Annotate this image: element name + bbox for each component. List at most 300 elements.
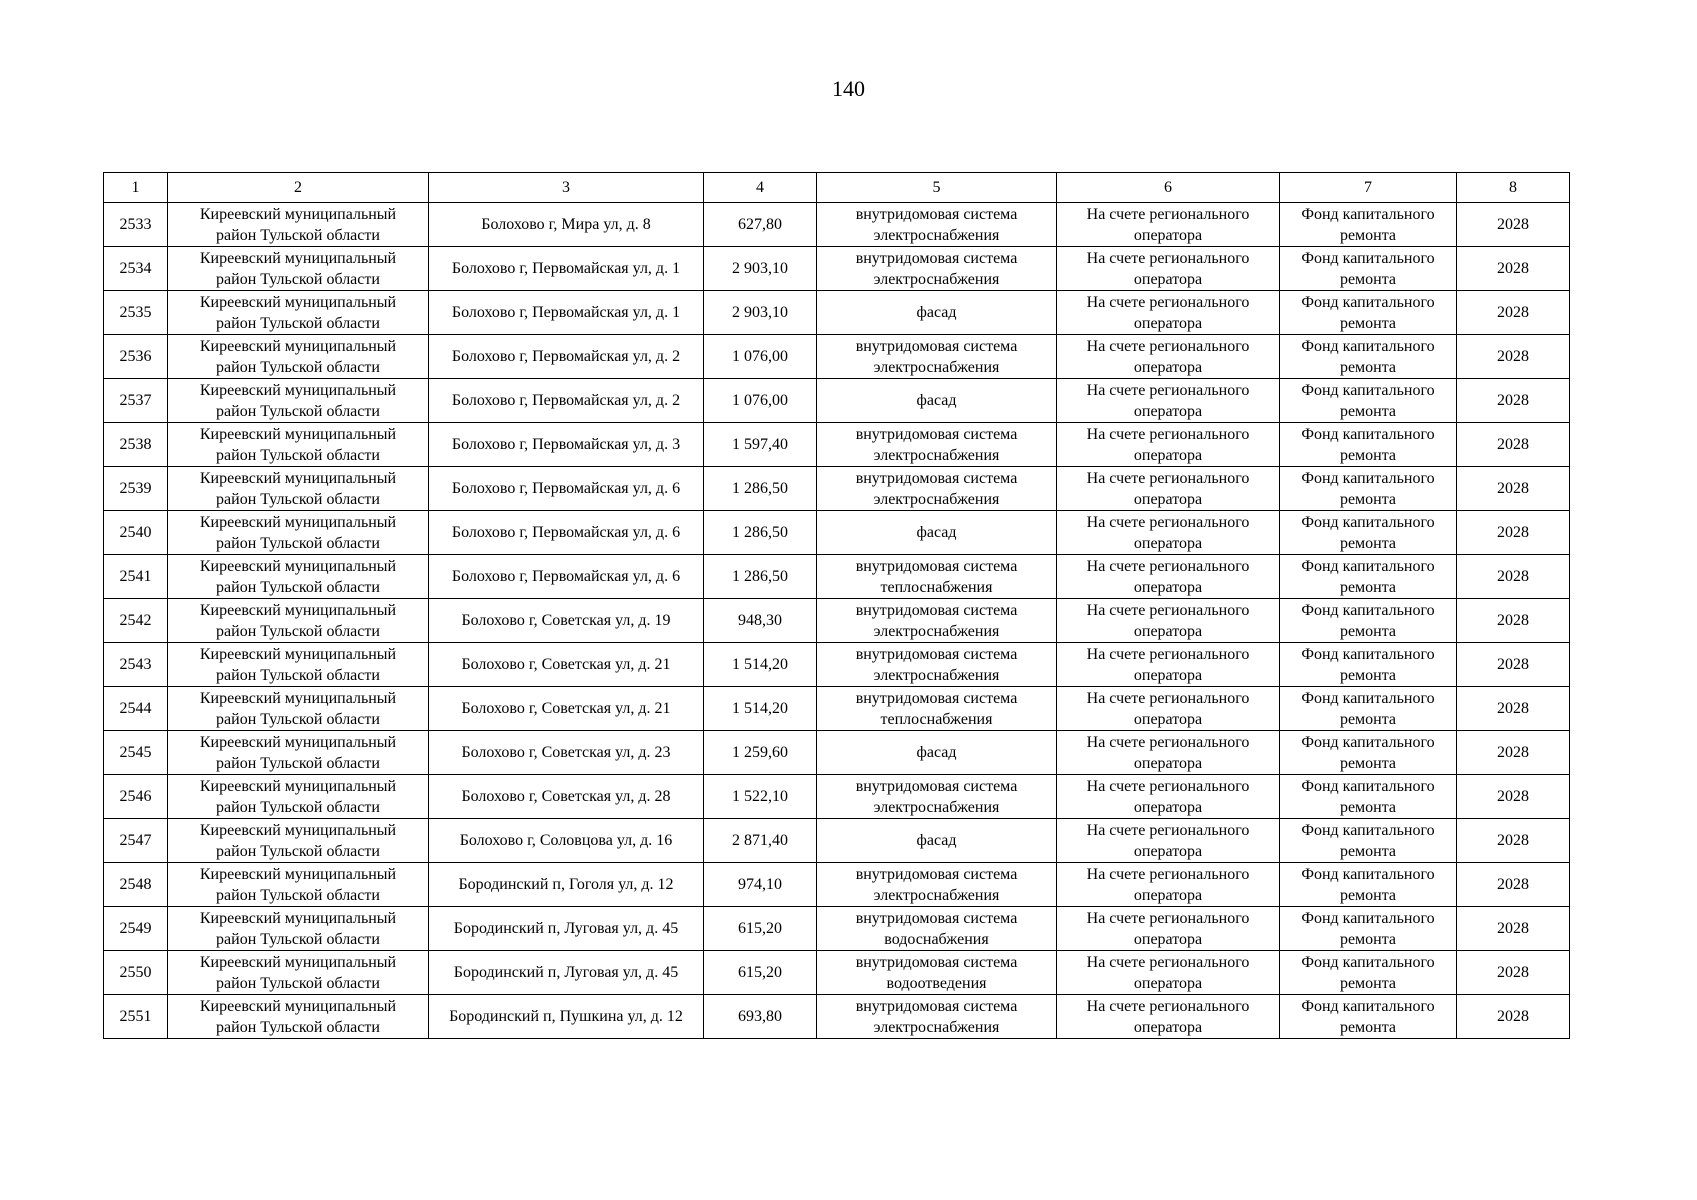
- work-type-cell-line: внутридомовая система: [855, 557, 1018, 575]
- account-cell-line: На счете регионального: [1086, 249, 1250, 267]
- funding-source-cell: [1280, 203, 1457, 247]
- work-type-cell: [817, 247, 1057, 291]
- account-cell-line: оператора: [1133, 710, 1203, 728]
- row-number-cell: 2546: [104, 775, 168, 819]
- account-cell: [1057, 247, 1280, 291]
- funding-source-cell-line: Фонд капитального: [1301, 689, 1435, 707]
- district-cell-line: район Тульской области: [216, 490, 380, 508]
- row-number-cell: 2533: [104, 203, 168, 247]
- account-cell: [1057, 511, 1280, 555]
- funding-source-cell: [1280, 775, 1457, 819]
- district-cell-line: район Тульской области: [216, 930, 380, 948]
- account-cell-line: оператора: [1133, 754, 1203, 772]
- table-row: [104, 555, 1570, 599]
- area-cell: 948,30: [704, 599, 817, 643]
- address-cell: Болохово г, Соловцова ул, д. 16: [429, 819, 704, 863]
- work-type-cell: [817, 599, 1057, 643]
- district-cell-line: Киреевский муниципальный: [199, 821, 397, 839]
- district-cell: [168, 687, 429, 731]
- account-cell-line: На счете регионального: [1086, 821, 1250, 839]
- year-cell: 2028: [1457, 951, 1570, 995]
- area-cell: 627,80: [704, 203, 817, 247]
- funding-source-cell-line: Фонд капитального: [1301, 997, 1435, 1015]
- district-cell-line: район Тульской области: [216, 1018, 380, 1036]
- account-cell-line: оператора: [1133, 446, 1203, 464]
- row-number-cell: 2540: [104, 511, 168, 555]
- funding-source-cell-line: ремонта: [1339, 270, 1397, 288]
- district-cell-line: Киреевский муниципальный: [199, 645, 397, 663]
- district-cell-line: район Тульской области: [216, 754, 380, 772]
- account-cell-line: На счете регионального: [1086, 953, 1250, 971]
- work-type-cell-line: внутридомовая система: [855, 689, 1018, 707]
- funding-source-cell: [1280, 907, 1457, 951]
- header-cell: 3: [429, 173, 704, 203]
- district-cell: [168, 863, 429, 907]
- funding-source-cell-line: ремонта: [1339, 578, 1397, 596]
- account-cell-line: На счете регионального: [1086, 645, 1250, 663]
- district-cell: [168, 467, 429, 511]
- account-cell: [1057, 775, 1280, 819]
- account-cell: [1057, 467, 1280, 511]
- district-cell-line: район Тульской области: [216, 358, 380, 376]
- district-cell-line: Киреевский муниципальный: [199, 293, 397, 311]
- work-type-cell-line: электроснабжения: [873, 446, 1000, 464]
- capital-repair-table: [103, 172, 1570, 1039]
- funding-source-cell-line: ремонта: [1339, 402, 1397, 420]
- district-cell: [168, 247, 429, 291]
- account-cell-line: оператора: [1133, 886, 1203, 904]
- funding-source-cell-line: ремонта: [1339, 1018, 1397, 1036]
- address-cell: Болохово г, Советская ул, д. 23: [429, 731, 704, 775]
- address-cell: Болохово г, Советская ул, д. 28: [429, 775, 704, 819]
- account-cell: [1057, 863, 1280, 907]
- district-cell-line: Киреевский муниципальный: [199, 601, 397, 619]
- account-cell-line: На счете регионального: [1086, 337, 1250, 355]
- district-cell-line: район Тульской области: [216, 710, 380, 728]
- header-cell: 8: [1457, 173, 1570, 203]
- address-cell: Бородинский п, Пушкина ул, д. 12: [429, 995, 704, 1039]
- work-type-cell-line: электроснабжения: [873, 1018, 1000, 1036]
- work-type-cell-line: внутридомовая система: [855, 205, 1018, 223]
- year-cell: 2028: [1457, 731, 1570, 775]
- account-cell: [1057, 819, 1280, 863]
- account-cell-line: оператора: [1133, 314, 1203, 332]
- district-cell-line: район Тульской области: [216, 314, 380, 332]
- address-cell: Болохово г, Мира ул, д. 8: [429, 203, 704, 247]
- funding-source-cell-line: ремонта: [1339, 842, 1397, 860]
- work-type-cell-line: теплоснабжения: [880, 578, 993, 596]
- work-type-cell: [817, 995, 1057, 1039]
- table-row: [104, 995, 1570, 1039]
- account-cell-line: На счете регионального: [1086, 865, 1250, 883]
- area-cell: 1 514,20: [704, 643, 817, 687]
- district-cell-line: Киреевский муниципальный: [199, 953, 397, 971]
- table-row: [104, 291, 1570, 335]
- funding-source-cell-line: Фонд капитального: [1301, 865, 1435, 883]
- account-cell-line: На счете регионального: [1086, 689, 1250, 707]
- account-cell-line: На счете регионального: [1086, 381, 1250, 399]
- account-cell: [1057, 995, 1280, 1039]
- table-body: [104, 173, 1570, 1039]
- table-row: [104, 599, 1570, 643]
- work-type-cell-line: водоотведения: [886, 974, 987, 992]
- district-cell: [168, 995, 429, 1039]
- work-type-cell-line: электроснабжения: [873, 270, 1000, 288]
- funding-source-cell: [1280, 335, 1457, 379]
- header-cell: 7: [1280, 173, 1457, 203]
- district-cell-line: Киреевский муниципальный: [199, 777, 397, 795]
- row-number-cell: 2547: [104, 819, 168, 863]
- year-cell: 2028: [1457, 775, 1570, 819]
- funding-source-cell-line: Фонд капитального: [1301, 425, 1435, 443]
- table-row: [104, 335, 1570, 379]
- district-cell: [168, 379, 429, 423]
- account-cell: [1057, 951, 1280, 995]
- district-cell-line: район Тульской области: [216, 446, 380, 464]
- funding-source-cell-line: ремонта: [1339, 798, 1397, 816]
- table-row: [104, 467, 1570, 511]
- funding-source-cell: [1280, 995, 1457, 1039]
- funding-source-cell: [1280, 731, 1457, 775]
- district-cell-line: район Тульской области: [216, 270, 380, 288]
- funding-source-cell-line: Фонд капитального: [1301, 777, 1435, 795]
- district-cell-line: Киреевский муниципальный: [199, 557, 397, 575]
- address-cell: Болохово г, Первомайская ул, д. 2: [429, 335, 704, 379]
- funding-source-cell: [1280, 555, 1457, 599]
- funding-source-cell-line: ремонта: [1339, 710, 1397, 728]
- district-cell-line: район Тульской области: [216, 842, 380, 860]
- funding-source-cell-line: ремонта: [1339, 886, 1397, 904]
- address-cell: Болохово г, Первомайская ул, д. 2: [429, 379, 704, 423]
- account-cell-line: оператора: [1133, 270, 1203, 288]
- district-cell-line: район Тульской области: [216, 974, 380, 992]
- address-cell: Бородинский п, Гоголя ул, д. 12: [429, 863, 704, 907]
- district-cell-line: Киреевский муниципальный: [199, 733, 397, 751]
- table-row: [104, 775, 1570, 819]
- row-number-cell: 2536: [104, 335, 168, 379]
- district-cell: [168, 599, 429, 643]
- funding-source-cell-line: ремонта: [1339, 666, 1397, 684]
- funding-source-cell-line: ремонта: [1339, 534, 1397, 552]
- funding-source-cell: [1280, 819, 1457, 863]
- year-cell: 2028: [1457, 423, 1570, 467]
- funding-source-cell: [1280, 247, 1457, 291]
- account-cell-line: оператора: [1133, 666, 1203, 684]
- row-number-cell: 2551: [104, 995, 168, 1039]
- funding-source-cell: [1280, 599, 1457, 643]
- year-cell: 2028: [1457, 335, 1570, 379]
- funding-source-cell-line: ремонта: [1339, 358, 1397, 376]
- funding-source-cell-line: Фонд капитального: [1301, 513, 1435, 531]
- account-cell-line: На счете регионального: [1086, 557, 1250, 575]
- funding-source-cell-line: Фонд капитального: [1301, 953, 1435, 971]
- row-number-cell: 2544: [104, 687, 168, 731]
- area-cell: 1 286,50: [704, 555, 817, 599]
- row-number-cell: 2545: [104, 731, 168, 775]
- district-cell: [168, 951, 429, 995]
- area-cell: 2 903,10: [704, 291, 817, 335]
- district-cell-line: район Тульской области: [216, 798, 380, 816]
- work-type-cell-line: фасад: [916, 304, 957, 321]
- address-cell: Болохово г, Советская ул, д. 21: [429, 643, 704, 687]
- funding-source-cell-line: Фонд капитального: [1301, 645, 1435, 663]
- funding-source-cell-line: ремонта: [1339, 490, 1397, 508]
- work-type-cell-line: фасад: [916, 524, 957, 541]
- area-cell: 1 286,50: [704, 467, 817, 511]
- area-cell: 1 522,10: [704, 775, 817, 819]
- funding-source-cell-line: ремонта: [1339, 930, 1397, 948]
- district-cell-line: Киреевский муниципальный: [199, 909, 397, 927]
- work-type-cell: [817, 819, 1057, 863]
- district-cell: [168, 819, 429, 863]
- funding-source-cell-line: Фонд капитального: [1301, 909, 1435, 927]
- work-type-cell: [817, 863, 1057, 907]
- work-type-cell: [817, 423, 1057, 467]
- work-type-cell-line: электроснабжения: [873, 226, 1000, 244]
- work-type-cell-line: внутридомовая система: [855, 249, 1018, 267]
- year-cell: 2028: [1457, 995, 1570, 1039]
- work-type-cell-line: внутридомовая система: [855, 337, 1018, 355]
- work-type-cell: [817, 555, 1057, 599]
- account-cell-line: На счете регионального: [1086, 425, 1250, 443]
- work-type-cell: [817, 467, 1057, 511]
- account-cell: [1057, 687, 1280, 731]
- row-number-cell: 2537: [104, 379, 168, 423]
- account-cell-line: оператора: [1133, 930, 1203, 948]
- district-cell-line: район Тульской области: [216, 534, 380, 552]
- work-type-cell: [817, 951, 1057, 995]
- header-cell: 2: [168, 173, 429, 203]
- account-cell-line: оператора: [1133, 402, 1203, 420]
- funding-source-cell-line: Фонд капитального: [1301, 205, 1435, 223]
- table-row: [104, 423, 1570, 467]
- account-cell: [1057, 599, 1280, 643]
- funding-source-cell-line: ремонта: [1339, 974, 1397, 992]
- district-cell-line: Киреевский муниципальный: [199, 337, 397, 355]
- work-type-cell: [817, 511, 1057, 555]
- address-cell: Болохово г, Первомайская ул, д. 3: [429, 423, 704, 467]
- row-number-cell: 2534: [104, 247, 168, 291]
- account-cell-line: На счете регионального: [1086, 777, 1250, 795]
- funding-source-cell-line: ремонта: [1339, 622, 1397, 640]
- account-cell-line: оператора: [1133, 798, 1203, 816]
- row-number-cell: 2543: [104, 643, 168, 687]
- row-number-cell: 2548: [104, 863, 168, 907]
- district-cell-line: район Тульской области: [216, 886, 380, 904]
- district-cell-line: Киреевский муниципальный: [199, 469, 397, 487]
- year-cell: 2028: [1457, 687, 1570, 731]
- district-cell-line: район Тульской области: [216, 402, 380, 420]
- work-type-cell: [817, 775, 1057, 819]
- funding-source-cell: [1280, 687, 1457, 731]
- account-cell: [1057, 291, 1280, 335]
- funding-source-cell-line: Фонд капитального: [1301, 337, 1435, 355]
- address-cell: Болохово г, Советская ул, д. 19: [429, 599, 704, 643]
- row-number-cell: 2539: [104, 467, 168, 511]
- row-number-cell: 2541: [104, 555, 168, 599]
- district-cell-line: Киреевский муниципальный: [199, 865, 397, 883]
- area-cell: 1 514,20: [704, 687, 817, 731]
- work-type-cell-line: теплоснабжения: [880, 710, 993, 728]
- funding-source-cell: [1280, 467, 1457, 511]
- district-cell: [168, 291, 429, 335]
- work-type-cell-line: фасад: [916, 392, 957, 409]
- work-type-cell: [817, 907, 1057, 951]
- work-type-cell-line: внутридомовая система: [855, 645, 1018, 663]
- header-cell: 6: [1057, 173, 1280, 203]
- year-cell: 2028: [1457, 291, 1570, 335]
- area-cell: 1 286,50: [704, 511, 817, 555]
- header-cell: 1: [104, 173, 168, 203]
- header-cell: 5: [817, 173, 1057, 203]
- account-cell-line: На счете регионального: [1086, 601, 1250, 619]
- area-cell: 2 871,40: [704, 819, 817, 863]
- account-cell-line: На счете регионального: [1086, 909, 1250, 927]
- table-row: [104, 951, 1570, 995]
- funding-source-cell: [1280, 643, 1457, 687]
- area-cell: 615,20: [704, 907, 817, 951]
- work-type-cell-line: внутридомовая система: [855, 469, 1018, 487]
- account-cell-line: На счете регионального: [1086, 733, 1250, 751]
- district-cell: [168, 203, 429, 247]
- account-cell-line: На счете регионального: [1086, 205, 1250, 223]
- funding-source-cell-line: Фонд капитального: [1301, 557, 1435, 575]
- table-header-row: [104, 173, 1570, 203]
- funding-source-cell-line: Фонд капитального: [1301, 601, 1435, 619]
- work-type-cell-line: электроснабжения: [873, 798, 1000, 816]
- district-cell: [168, 511, 429, 555]
- page-number: 140: [832, 76, 865, 101]
- account-cell-line: оператора: [1133, 974, 1203, 992]
- year-cell: 2028: [1457, 819, 1570, 863]
- account-cell-line: оператора: [1133, 534, 1203, 552]
- account-cell-line: На счете регионального: [1086, 997, 1250, 1015]
- district-cell-line: Киреевский муниципальный: [199, 997, 397, 1015]
- funding-source-cell-line: Фонд капитального: [1301, 381, 1435, 399]
- account-cell: [1057, 335, 1280, 379]
- row-number-cell: 2535: [104, 291, 168, 335]
- funding-source-cell-line: ремонта: [1339, 226, 1397, 244]
- account-cell-line: оператора: [1133, 490, 1203, 508]
- year-cell: 2028: [1457, 247, 1570, 291]
- district-cell-line: Киреевский муниципальный: [199, 205, 397, 223]
- year-cell: 2028: [1457, 379, 1570, 423]
- district-cell-line: район Тульской области: [216, 666, 380, 684]
- work-type-cell: [817, 643, 1057, 687]
- district-cell: [168, 731, 429, 775]
- district-cell-line: Киреевский муниципальный: [199, 249, 397, 267]
- district-cell: [168, 643, 429, 687]
- table-row: [104, 203, 1570, 247]
- work-type-cell-line: водоснабжения: [884, 930, 989, 948]
- funding-source-cell: [1280, 379, 1457, 423]
- district-cell-line: Киреевский муниципальный: [199, 513, 397, 531]
- funding-source-cell-line: Фонд капитального: [1301, 821, 1435, 839]
- account-cell-line: оператора: [1133, 1018, 1203, 1036]
- address-cell: Болохово г, Советская ул, д. 21: [429, 687, 704, 731]
- work-type-cell-line: внутридомовая система: [855, 777, 1018, 795]
- year-cell: 2028: [1457, 511, 1570, 555]
- table-row: [104, 379, 1570, 423]
- work-type-cell-line: внутридомовая система: [855, 953, 1018, 971]
- area-cell: 974,10: [704, 863, 817, 907]
- year-cell: 2028: [1457, 467, 1570, 511]
- year-cell: 2028: [1457, 863, 1570, 907]
- area-cell: 2 903,10: [704, 247, 817, 291]
- district-cell: [168, 775, 429, 819]
- work-type-cell-line: электроснабжения: [873, 358, 1000, 376]
- work-type-cell: [817, 335, 1057, 379]
- funding-source-cell-line: ремонта: [1339, 754, 1397, 772]
- work-type-cell: [817, 687, 1057, 731]
- district-cell-line: Киреевский муниципальный: [199, 381, 397, 399]
- work-type-cell-line: фасад: [916, 832, 957, 849]
- row-number-cell: 2542: [104, 599, 168, 643]
- work-type-cell-line: электроснабжения: [873, 886, 1000, 904]
- table-row: [104, 731, 1570, 775]
- row-number-cell: 2549: [104, 907, 168, 951]
- work-type-cell-line: внутридомовая система: [855, 997, 1018, 1015]
- district-cell: [168, 423, 429, 467]
- work-type-cell-line: внутридомовая система: [855, 909, 1018, 927]
- address-cell: Бородинский п, Луговая ул, д. 45: [429, 907, 704, 951]
- account-cell-line: оператора: [1133, 226, 1203, 244]
- work-type-cell-line: электроснабжения: [873, 666, 1000, 684]
- address-cell: Болохово г, Первомайская ул, д. 1: [429, 247, 704, 291]
- work-type-cell-line: фасад: [916, 744, 957, 761]
- work-type-cell-line: электроснабжения: [873, 490, 1000, 508]
- account-cell-line: На счете регионального: [1086, 513, 1250, 531]
- district-cell-line: Киреевский муниципальный: [199, 425, 397, 443]
- table-row: [104, 511, 1570, 555]
- area-cell: 1 076,00: [704, 379, 817, 423]
- account-cell: [1057, 731, 1280, 775]
- account-cell: [1057, 907, 1280, 951]
- district-cell-line: район Тульской области: [216, 226, 380, 244]
- work-type-cell: [817, 203, 1057, 247]
- address-cell: Болохово г, Первомайская ул, д. 6: [429, 555, 704, 599]
- table-row: [104, 643, 1570, 687]
- funding-source-cell: [1280, 951, 1457, 995]
- address-cell: Болохово г, Первомайская ул, д. 6: [429, 467, 704, 511]
- funding-source-cell: [1280, 291, 1457, 335]
- year-cell: 2028: [1457, 643, 1570, 687]
- table-row: [104, 907, 1570, 951]
- district-cell-line: Киреевский муниципальный: [199, 689, 397, 707]
- work-type-cell-line: внутридомовая система: [855, 425, 1018, 443]
- account-cell-line: оператора: [1133, 622, 1203, 640]
- account-cell: [1057, 203, 1280, 247]
- work-type-cell-line: внутридомовая система: [855, 865, 1018, 883]
- table-row: [104, 819, 1570, 863]
- district-cell: [168, 335, 429, 379]
- work-type-cell-line: внутридомовая система: [855, 601, 1018, 619]
- funding-source-cell-line: Фонд капитального: [1301, 469, 1435, 487]
- row-number-cell: 2538: [104, 423, 168, 467]
- table-row: [104, 863, 1570, 907]
- area-cell: 1 597,40: [704, 423, 817, 467]
- account-cell: [1057, 423, 1280, 467]
- area-cell: 1 259,60: [704, 731, 817, 775]
- account-cell-line: оператора: [1133, 578, 1203, 596]
- funding-source-cell: [1280, 423, 1457, 467]
- district-cell-line: район Тульской области: [216, 622, 380, 640]
- funding-source-cell-line: Фонд капитального: [1301, 733, 1435, 751]
- account-cell: [1057, 555, 1280, 599]
- account-cell: [1057, 379, 1280, 423]
- work-type-cell-line: электроснабжения: [873, 622, 1000, 640]
- account-cell-line: На счете регионального: [1086, 469, 1250, 487]
